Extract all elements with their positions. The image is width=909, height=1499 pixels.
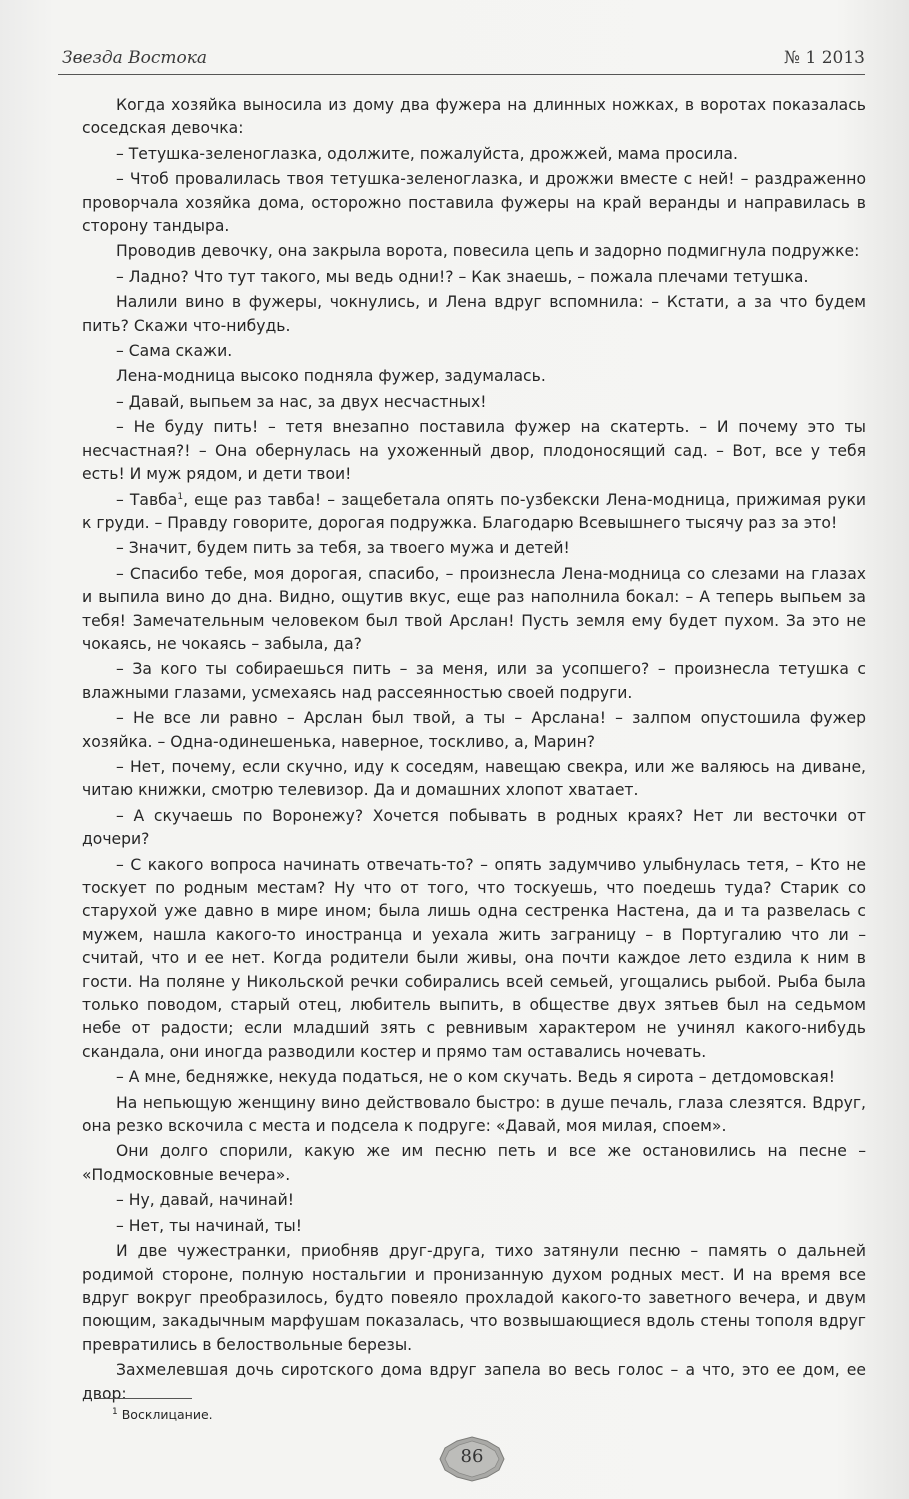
paragraph: Налили вино в фужеры, чокнулись, и Лена вдруг вспомнила: – Кстати, а за что будем пить? Скажи что-нибудь. xyxy=(82,293,866,335)
paragraph: – Чтоб провалилась твоя тетушка-зеленоглазка, и дрожжи вместе с ней! – раздраженно проворчала хозяйка дома, осторожно поставила фужеры на край веранды и направилась в сторону тандыра. xyxy=(82,170,866,236)
paragraph: Когда хозяйка выносила из дому два фужера на длинных ножках, в воротах показалась соседская девочка: xyxy=(82,96,866,138)
footnote-divider xyxy=(100,1398,192,1399)
paragraph: Захмелевшая дочь сиротского дома вдруг запела во весь голос – а что, это ее дом, ее двор: xyxy=(82,1361,866,1403)
paragraph: – Значит, будем пить за тебя, за твоего мужа и детей! xyxy=(116,539,570,558)
body-text xyxy=(82,94,866,1406)
paragraph: Лена-модница высоко подняла фужер, задумалась. xyxy=(116,367,546,386)
paragraph: – Нет, почему, если скучно, иду к соседям, навещаю свекра, или же валяюсь на диване, читаю книжки, смотрю телевизор. Да и домашних хлопот хватает. xyxy=(82,757,866,800)
paragraph: – А мне, бедняжке, некуда податься, не о ком скучать. Ведь я сирота – детдомовская! xyxy=(116,1068,835,1087)
journal-title: Звезда Востока xyxy=(62,48,208,68)
paragraph: – С какого вопроса начинать отвечать-то? – опять задумчиво улыбнулась тетя, – Кто не тоскует по родным местам? Ну что от того, что тоскуешь, что поедешь туда? Старик со старухой уже давно в мире ином; была лишь одна сестренка Настена, да и та развелась с мужем, нашла какого-то иностранца и уехала жить заграницу – в Португалию что ли – считай, что и ее нет. Когда родители были живы, она почти каждое лето ездила к ним в гости. На поляне у Никольской речки собирались всей семьей, угощались рыбой. Рыба была только поводом, старый отец, любитель выпить, в обществе двух зятьев был на седьмом небе от радости; если младший зять с ревнивым характером не учинял какого-нибудь скандала, они иногда разводили костер и прямо там оставались ночевать. xyxy=(82,855,866,1061)
paragraph: – Не буду пить! – тетя внезапно поставила фужер на скатерть. – И почему это ты несчастная?! – Она обернулась на ухоженный двор, плодоносящий сад. – Вот, все у тебя есть! И муж рядом, и дети твои! xyxy=(82,418,866,484)
paragraph: Они долго спорили, какую же им песню петь и все же остановились на песне – «Подмосковные вечера». xyxy=(82,1142,866,1184)
paragraph: – За кого ты собираешься пить – за меня, или за усопшего? – произнесла тетушка с влажными глазами, усмехаясь над рассеянностью своей подруги. xyxy=(82,660,866,702)
paragraph: – Не все ли равно – Арслан был твой, а ты – Арслана! – залпом опустошила фужер хозяйка. – Одна-одинешенька, наверное, тоскливо, а, Марин? xyxy=(82,709,866,751)
paragraph: – Давай, выпьем за нас, за двух несчастных! xyxy=(116,392,487,411)
paragraph: – Ну, давай, начинай! xyxy=(116,1191,294,1210)
paragraph: – Тетушка-зеленоглазка, одолжите, пожалуйста, дрожжей, мама просила. xyxy=(116,144,738,163)
paragraph: Проводив девочку, она закрыла ворота, повесила цепь и задорно подмигнула подружке: xyxy=(116,242,860,261)
paragraph: На непьющую женщину вино действовало быстро: в душе печаль, глаза слезятся. Вдруг, она резко вскочила с места и подсела к подруге: «Давай, моя милая, споем». xyxy=(82,1093,866,1136)
page-number: 86 xyxy=(460,1446,484,1467)
paragraph: – Спасибо тебе, моя дорогая, спасибо, – произнесла Лена-модница со слезами на глазах и выпила вино до дна. Видно, ощутив вкус, еще раз наполнила бокал: – А теперь выпьем за тебя! Замечательным человеком был твой Арслан! Пусть земля ему будет пухом. За это не чокаясь, не чокаясь – забыла, да? xyxy=(82,564,866,653)
paragraph: – Тавба$^1$, еще раз тавба! – защебетала опять по-узбекски Лена-модница, прижимая руки к груди. – Правду говорите, дорогая подружка. Благодарю Всевышнего тысячу раз за это! xyxy=(82,490,866,532)
footnote-reference: 1 xyxy=(177,491,184,502)
paragraph: – Сама скажи. xyxy=(116,342,233,361)
footnote-text: Восклицание. xyxy=(121,1407,213,1422)
paragraph: – А скучаешь по Воронежу? Хочется побывать в родных краях? Нет ли весточки от дочери? xyxy=(82,806,866,849)
paragraph: – Ладно? Что тут такого, мы ведь одни!? – Как знаешь, – пожала плечами тетушка. xyxy=(116,267,809,286)
footnote-mark: 1 xyxy=(112,1406,118,1417)
issue-number: № 1 2013 xyxy=(784,48,865,68)
footnote xyxy=(112,1407,213,1422)
paragraph: – Нет, ты начинай, ты! xyxy=(116,1216,302,1235)
page-number-badge xyxy=(439,1436,505,1482)
running-header xyxy=(58,46,865,75)
paragraph: И две чужестранки, приобняв друг-друга, тихо затянули песню – память о дальней родимой стороне, полную ностальгии и пронизанную духом родных мест. И на время все вдруг вокруг преобразилось, будто повеяло прохладой какого-то заветного вечера, и двум поющим, закадычным марфушам показалась, что возвышающиеся вдоль стены тополя вдруг превратились в белоствольные березы. xyxy=(82,1242,866,1354)
